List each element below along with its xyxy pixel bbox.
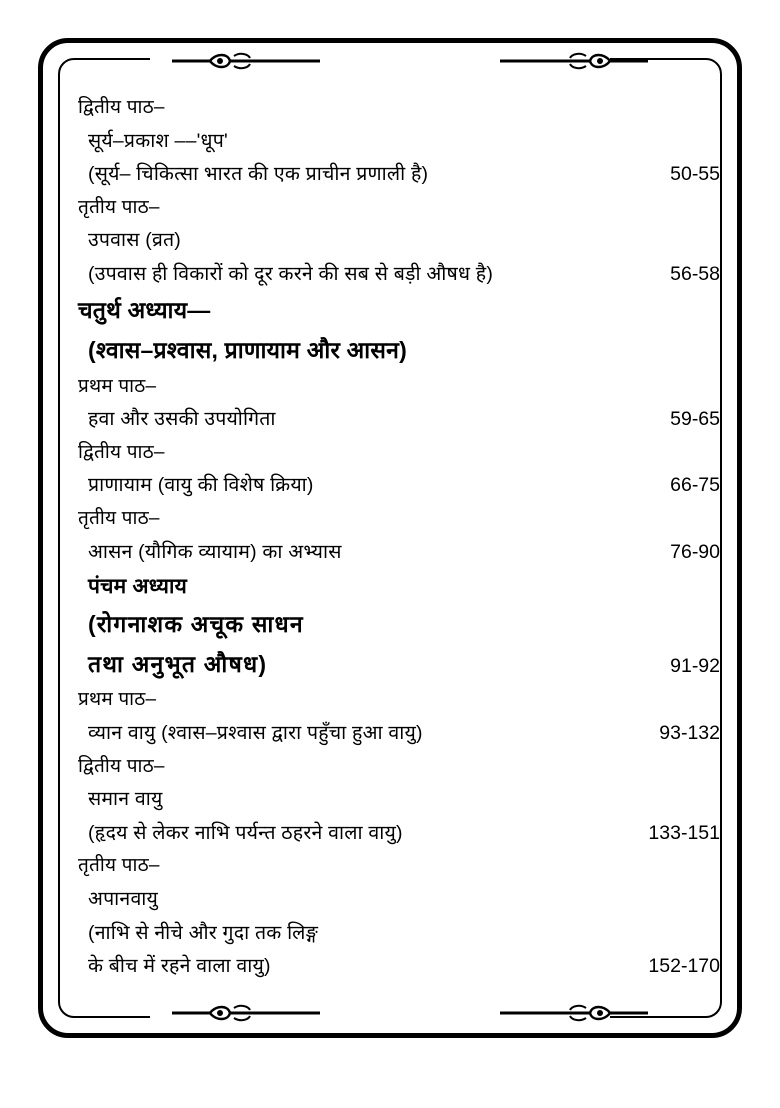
- toc-entry-title: (श्वास–प्रश्वास, प्राणायाम और आसन): [88, 337, 407, 364]
- toc-row: [78, 258, 720, 292]
- toc-entry-title: समान वायु: [88, 788, 163, 811]
- toc-row: [78, 192, 710, 225]
- toc-row: [78, 371, 710, 404]
- toc-row: [78, 684, 710, 717]
- toc-entry-pages: 66-75: [670, 474, 720, 497]
- toc-row: [78, 437, 710, 470]
- toc-row: [78, 536, 720, 570]
- toc-entry-title: तथा अनुभूत औषध): [88, 650, 268, 677]
- toc-entry-title: द्वितीय पाठ–: [78, 755, 165, 777]
- toc-entry-pages: 59-65: [670, 408, 720, 431]
- toc-entry-title: द्वितीय पाठ–: [78, 97, 165, 118]
- toc-entry-title: उपवास (व्रत): [88, 229, 181, 252]
- toc-entry-pages: 50-55: [670, 163, 720, 186]
- toc-row: [78, 850, 710, 883]
- ornament-top-left-icon: [170, 50, 320, 72]
- toc-entry-title: के बीच में रहने वाला वायु): [88, 955, 271, 978]
- toc-entry-pages: 93-132: [659, 722, 720, 745]
- toc-entry-title: व्यान वायु (श्वास–प्रश्वास द्वारा पहुँचा हुआ वायु): [88, 722, 423, 745]
- ornament-bottom-left-icon: [170, 1002, 320, 1024]
- ornament-bottom-right-icon: [500, 1002, 650, 1024]
- toc-entry-title: (रोगनाशक अचूक साधन: [88, 611, 304, 638]
- toc-entry-title: (उपवास ही विकारों को दूर करने की सब से बड़ी औषध है): [88, 262, 494, 285]
- toc-chapter-heading: [78, 569, 720, 605]
- toc-row: [78, 503, 710, 536]
- toc-entry-title: प्रथम पाठ–: [78, 689, 157, 711]
- toc-entry-title: (नाभि से नीचे और गुदा तक लिङ्ग: [88, 921, 319, 944]
- toc-entry-pages: 91-92: [670, 654, 720, 677]
- toc-entry-title: सूर्य–प्रकाश ––'धूप': [88, 129, 228, 152]
- toc-entry-title: चतुर्थ अध्याय—: [78, 297, 211, 324]
- toc-entry-title: हवा और उसकी उपयोगिता: [88, 408, 276, 431]
- toc-row: [78, 92, 710, 125]
- toc-chapter-subtitle: [78, 331, 720, 371]
- toc-entry-title: द्वितीय पाठ–: [78, 441, 165, 463]
- table-of-contents: [78, 92, 720, 984]
- toc-row: [78, 158, 720, 192]
- toc-entry-pages: 133-151: [648, 821, 720, 844]
- ornament-top-right-icon: [500, 50, 650, 72]
- toc-entry-title: अपानवायु: [88, 887, 159, 910]
- toc-row: [78, 469, 720, 503]
- toc-row: [78, 403, 720, 437]
- toc-row: [78, 817, 720, 851]
- toc-entry-pages: 152-170: [648, 955, 720, 978]
- toc-entry-title: तृतीय पाठ–: [78, 507, 160, 529]
- toc-entry-pages: 76-90: [670, 540, 720, 563]
- toc-row: [78, 717, 720, 751]
- toc-row: [78, 224, 720, 258]
- toc-row: [78, 917, 720, 951]
- toc-entry-title: (हृदय से लेकर नाभि पर्यन्त ठहरने वाला वायु): [88, 821, 403, 844]
- toc-row: [78, 950, 720, 984]
- toc-row: [78, 883, 720, 917]
- toc-entry-title: (सूर्य– चिकित्सा भारत की एक प्राचीन प्रणाली है): [88, 163, 429, 186]
- toc-entry-title: प्रथम पाठ–: [78, 375, 157, 397]
- toc-row: [78, 125, 720, 159]
- toc-entry-title: तृतीय पाठ–: [78, 855, 160, 877]
- toc-chapter-subtitle: [78, 605, 720, 645]
- toc-row: [78, 783, 720, 817]
- toc-chapter-subtitle: [78, 645, 720, 685]
- toc-entry-pages: 56-58: [670, 262, 720, 285]
- toc-entry-title: तृतीय पाठ–: [78, 196, 160, 218]
- toc-row: [78, 751, 710, 784]
- toc-chapter-heading: [78, 291, 710, 331]
- toc-entry-title: आसन (यौगिक व्यायाम) का अभ्यास: [88, 540, 342, 563]
- toc-entry-title: पंचम अध्याय: [88, 575, 187, 599]
- toc-entry-title: प्राणायाम (वायु की विशेष क्रिया): [88, 474, 314, 497]
